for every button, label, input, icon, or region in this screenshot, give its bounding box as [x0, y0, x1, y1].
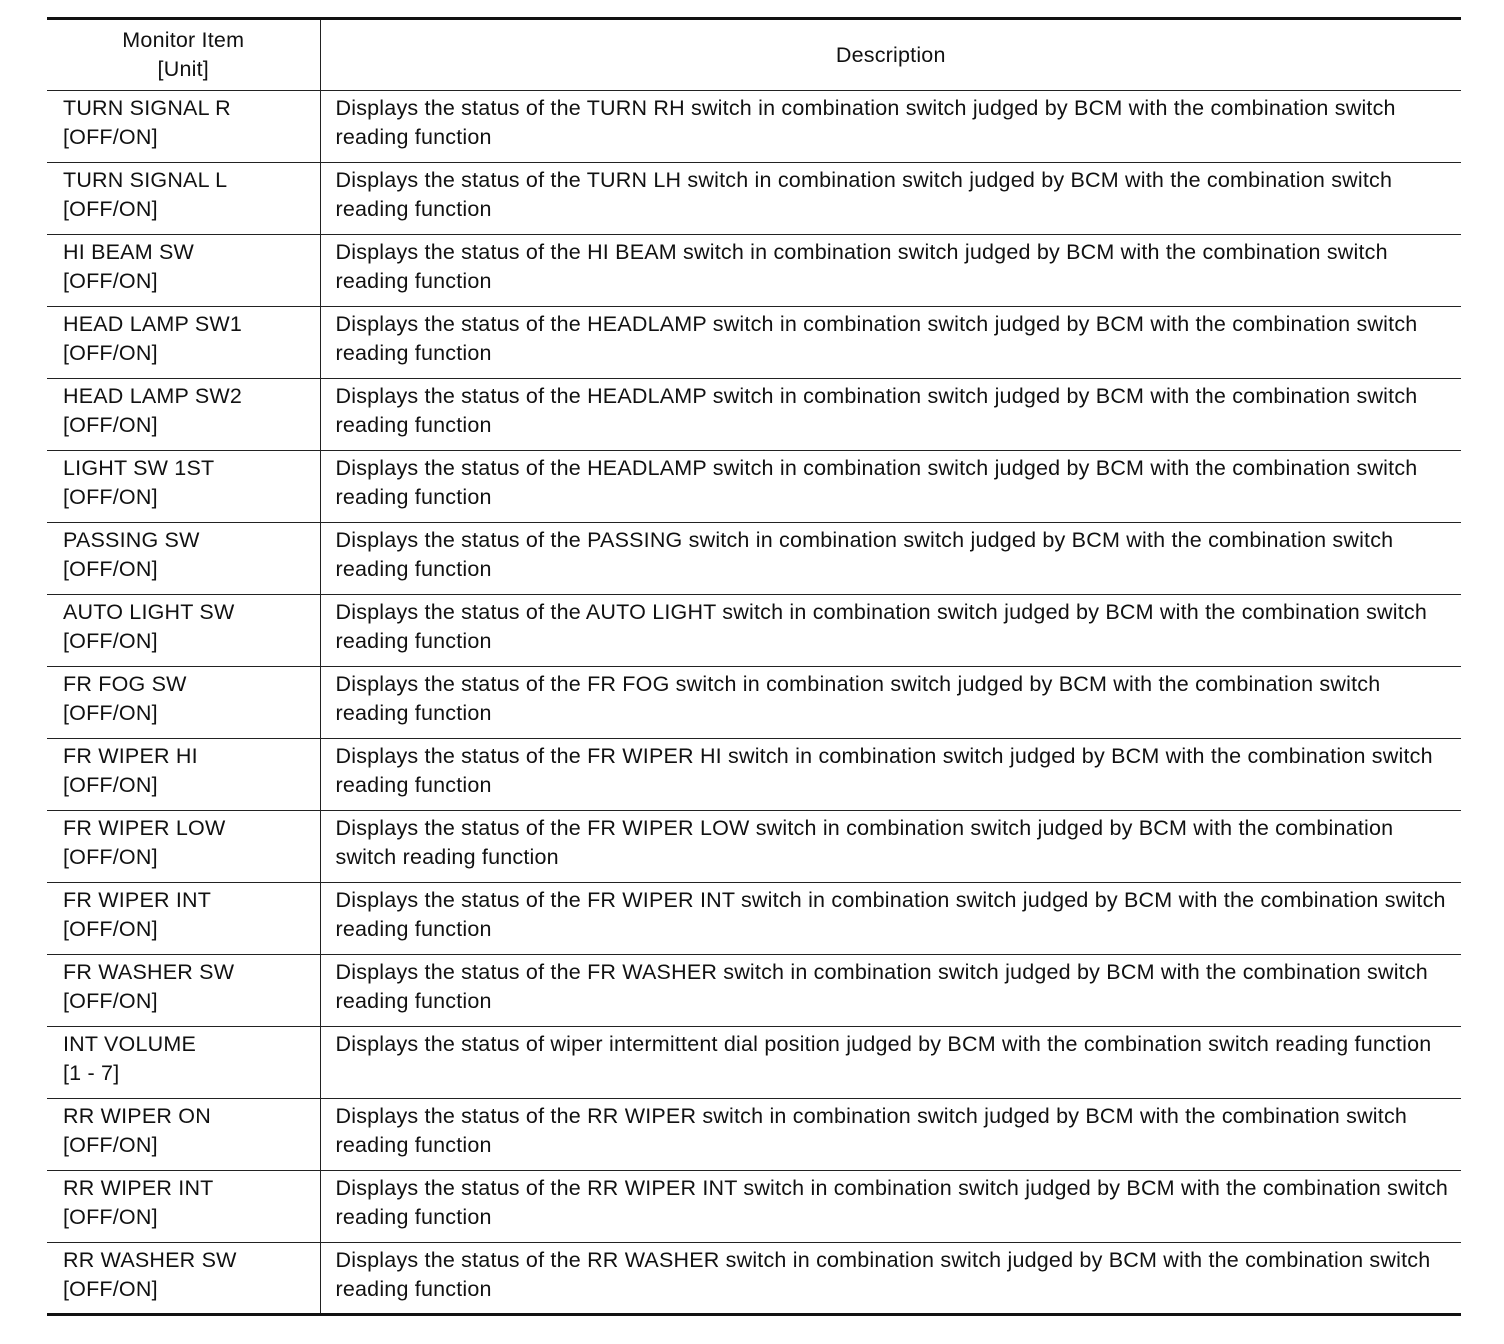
monitor-item-unit: [OFF/ON] — [63, 1277, 158, 1301]
monitor-item-unit: [OFF/ON] — [63, 413, 158, 437]
description-cell — [320, 379, 1461, 451]
description-text: Displays the status of the RR WASHER switch in combination switch judged by BCM with the combination switch reading function — [335, 1248, 1431, 1301]
table-row — [47, 235, 1461, 307]
table-row — [47, 667, 1461, 739]
monitor-item-cell — [47, 883, 320, 955]
table-row — [47, 523, 1461, 595]
monitor-item-name: LIGHT SW 1ST — [63, 456, 215, 480]
table-row — [47, 1099, 1461, 1171]
description-text: Displays the status of the FR FOG switch in combination switch judged by BCM with the combination switch reading function — [335, 672, 1381, 725]
monitor-item-unit: [OFF/ON] — [63, 269, 158, 293]
monitor-item-name: HI BEAM SW — [63, 240, 195, 264]
monitor-item-cell — [47, 811, 320, 883]
description-cell — [320, 1027, 1461, 1099]
monitor-item-unit: [OFF/ON] — [63, 125, 158, 149]
monitor-item-name: FR WIPER HI — [63, 744, 198, 768]
monitor-item-unit: [OFF/ON] — [63, 341, 158, 365]
monitor-item-cell — [47, 307, 320, 379]
header-monitor-item — [47, 19, 320, 91]
description-cell — [320, 451, 1461, 523]
header-description: Description — [320, 19, 1461, 91]
table-row — [47, 883, 1461, 955]
description-text: Displays the status of the TURN RH switch in combination switch judged by BCM with the combination switch reading function — [335, 96, 1396, 149]
monitor-item-name: AUTO LIGHT SW — [63, 600, 235, 624]
monitor-item-name: FR WASHER SW — [63, 960, 235, 984]
description-text: Displays the status of the HEADLAMP switch in combination switch judged by BCM with the combination switch reading function — [335, 456, 1418, 509]
monitor-item-unit: [1 - 7] — [63, 1061, 120, 1085]
table-row — [47, 595, 1461, 667]
description-cell — [320, 955, 1461, 1027]
monitor-item-name: TURN SIGNAL L — [63, 168, 228, 192]
monitor-item-name: RR WIPER ON — [63, 1104, 211, 1128]
table-row — [47, 307, 1461, 379]
monitor-item-name: INT VOLUME — [63, 1032, 197, 1056]
description-cell — [320, 523, 1461, 595]
monitor-item-name: TURN SIGNAL R — [63, 96, 231, 120]
description-text: Displays the status of the TURN LH switch in combination switch judged by BCM with the combination switch reading function — [335, 168, 1393, 221]
table-row — [47, 1243, 1461, 1315]
monitor-item-cell — [47, 163, 320, 235]
monitor-item-unit: [OFF/ON] — [63, 197, 158, 221]
description-text: Displays the status of the AUTO LIGHT switch in combination switch judged by BCM with the combination switch reading function — [335, 600, 1427, 653]
table-header — [47, 19, 1461, 91]
monitor-item-name: HEAD LAMP SW2 — [63, 384, 243, 408]
description-cell — [320, 1171, 1461, 1243]
table-row — [47, 955, 1461, 1027]
monitor-item-unit: [OFF/ON] — [63, 989, 158, 1013]
description-cell — [320, 307, 1461, 379]
monitor-item-cell — [47, 955, 320, 1027]
monitor-item-unit: [OFF/ON] — [63, 773, 158, 797]
monitor-item-name: FR FOG SW — [63, 672, 187, 696]
description-cell — [320, 235, 1461, 307]
header-monitor-item-label: Monitor Item — [122, 28, 245, 52]
monitor-item-cell — [47, 595, 320, 667]
monitor-item-table-container — [47, 17, 1461, 1316]
monitor-item-unit: [OFF/ON] — [63, 917, 158, 941]
monitor-item-name: FR WIPER LOW — [63, 816, 226, 840]
description-cell — [320, 595, 1461, 667]
monitor-item-cell — [47, 667, 320, 739]
monitor-item-name: PASSING SW — [63, 528, 200, 552]
description-text: Displays the status of the HEADLAMP switch in combination switch judged by BCM with the combination switch reading function — [335, 384, 1418, 437]
description-cell — [320, 739, 1461, 811]
description-text: Displays the status of the FR WIPER LOW switch in combination switch judged by BCM with the combination switch reading function — [335, 816, 1394, 869]
description-text: Displays the status of the RR WIPER INT switch in combination switch judged by BCM with the combination switch reading function — [335, 1176, 1449, 1229]
description-text: Displays the status of wiper intermittent dial position judged by BCM with the combination switch reading function — [335, 1032, 1432, 1056]
monitor-item-cell — [47, 1027, 320, 1099]
monitor-item-cell — [47, 739, 320, 811]
monitor-item-unit: [OFF/ON] — [63, 1133, 158, 1157]
table-row — [47, 739, 1461, 811]
monitor-item-cell — [47, 91, 320, 163]
monitor-item-unit: [OFF/ON] — [63, 845, 158, 869]
monitor-item-name: FR WIPER INT — [63, 888, 212, 912]
header-unit-label: [Unit] — [157, 57, 209, 81]
description-cell — [320, 1099, 1461, 1171]
monitor-item-cell — [47, 1243, 320, 1315]
monitor-item-cell — [47, 379, 320, 451]
monitor-item-cell — [47, 1099, 320, 1171]
table-row — [47, 163, 1461, 235]
monitor-item-name: RR WASHER SW — [63, 1248, 237, 1272]
description-cell — [320, 91, 1461, 163]
table-row — [47, 1027, 1461, 1099]
table-row — [47, 1171, 1461, 1243]
monitor-item-unit: [OFF/ON] — [63, 629, 158, 653]
monitor-item-unit: [OFF/ON] — [63, 485, 158, 509]
table-row — [47, 451, 1461, 523]
description-cell — [320, 811, 1461, 883]
table-row — [47, 91, 1461, 163]
monitor-item-cell — [47, 523, 320, 595]
description-text: Displays the status of the HEADLAMP switch in combination switch judged by BCM with the combination switch reading function — [335, 312, 1418, 365]
description-text: Displays the status of the PASSING switch in combination switch judged by BCM with the combination switch reading function — [335, 528, 1394, 581]
monitor-item-cell — [47, 1171, 320, 1243]
description-cell — [320, 1243, 1461, 1315]
monitor-item-cell — [47, 235, 320, 307]
monitor-item-table — [47, 17, 1461, 1316]
monitor-item-unit: [OFF/ON] — [63, 701, 158, 725]
table-body — [47, 91, 1461, 1315]
table-row — [47, 811, 1461, 883]
description-text: Displays the status of the FR WIPER INT switch in combination switch judged by BCM with the combination switch reading function — [335, 888, 1446, 941]
description-cell — [320, 667, 1461, 739]
table-row — [47, 379, 1461, 451]
monitor-item-name: RR WIPER INT — [63, 1176, 214, 1200]
description-text: Displays the status of the FR WIPER HI switch in combination switch judged by BCM with the combination switch reading function — [335, 744, 1433, 797]
description-cell — [320, 883, 1461, 955]
description-text: Displays the status of the FR WASHER switch in combination switch judged by BCM with the combination switch reading function — [335, 960, 1428, 1013]
monitor-item-unit: [OFF/ON] — [63, 557, 158, 581]
monitor-item-unit: [OFF/ON] — [63, 1205, 158, 1229]
description-text: Displays the status of the RR WIPER switch in combination switch judged by BCM with the combination switch reading function — [335, 1104, 1408, 1157]
monitor-item-cell — [47, 451, 320, 523]
description-text: Displays the status of the HI BEAM switch in combination switch judged by BCM with the combination switch reading function — [335, 240, 1388, 293]
description-cell — [320, 163, 1461, 235]
monitor-item-name: HEAD LAMP SW1 — [63, 312, 243, 336]
header-row — [47, 19, 1461, 91]
